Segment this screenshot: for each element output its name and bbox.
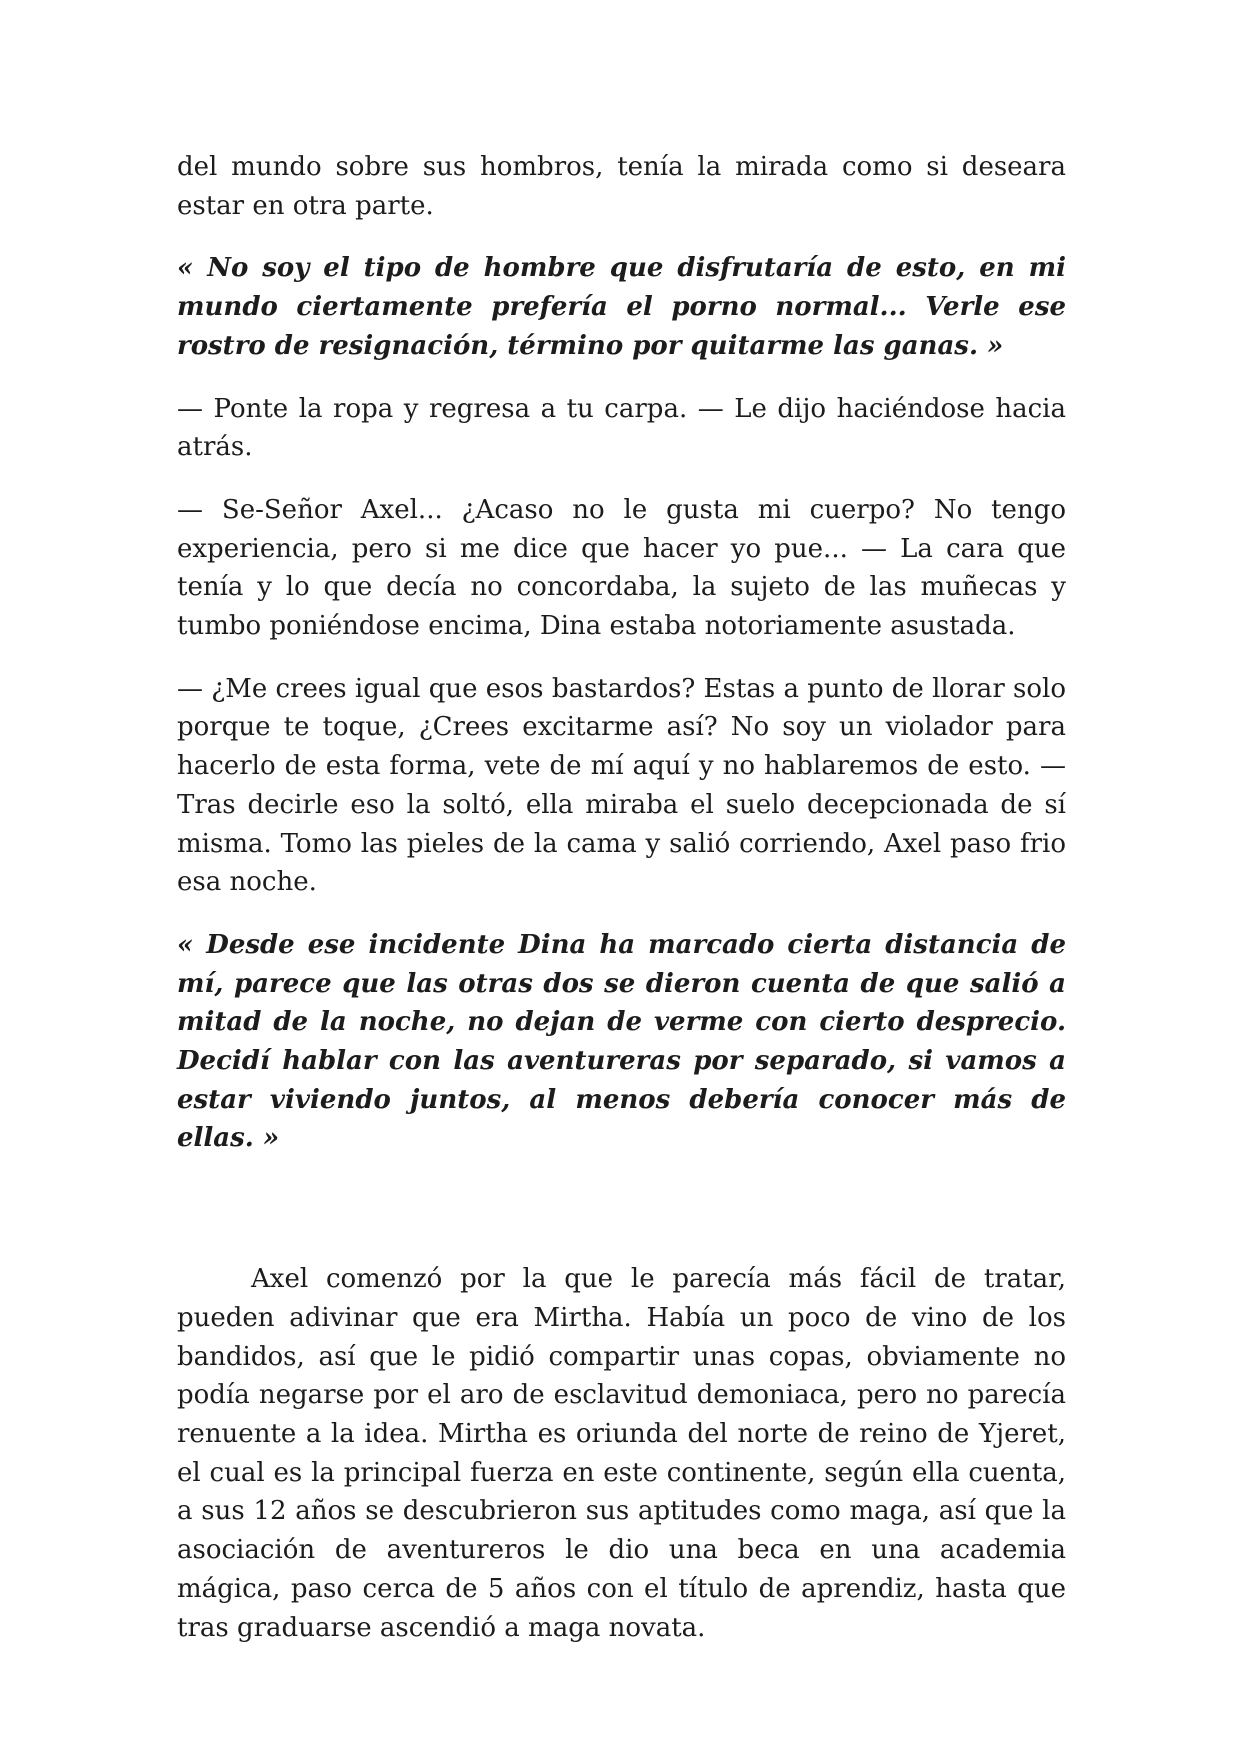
- paragraph-dialogue: — Ponte la ropa y regresa a tu carpa. — Le dijo haciéndose hacia atrás.: [177, 393, 1066, 463]
- paragraph-narration: del mundo sobre sus hombros, tenía la mirada como si deseara estar en otra parte.: [177, 152, 1066, 221]
- paragraph-dialogue: — Se-Señor Axel... ¿Acaso no le gusta mi cuerpo? No tengo experiencia, pero si me dice que hacer yo pue... — La cara que tenía y lo que decía no concordaba, la sujeto de las muñecas y tumbo poniéndose encima, Dina estaba notoriamente asustada.: [177, 494, 1066, 642]
- section-break: [177, 1182, 1066, 1260]
- paragraph-narration: Axel comenzó por la que le parecía más fácil de tratar, pueden adivinar que era Mirtha. Había un poco de vino de los bandidos, así que le pidió compartir unas copas, obviamente no podía negarse por el aro de esclavitud demoniaca, pero no parecía renuente a la idea. Mirtha es oriunda del norte de reino de Yjeret, el cual es la principal fuerza en este continente, según ella cuenta, a sus 12 años se descubrieron sus aptitudes como maga, así que la asociación de aventureros le dio una beca en una academia mágica, paso cerca de 5 años con el título de aprendiz, hasta que tras graduarse ascendió a maga novata.: [177, 1264, 1066, 1643]
- paragraph-dialogue: — ¿Me crees igual que esos bastardos? Estas a punto de llorar solo porque te toque, ¿Crees excitarme así? No soy un violador para hacerlo de esta forma, vete de mí aquí y no hablaremos de esto. — Tras decirle eso la soltó, ella miraba el suelo decepcionada de sí misma. Tomo las pieles de la cama y salió corriendo, Axel paso frio esa noche.: [177, 673, 1066, 898]
- paragraph-inner-thought: « Desde ese incidente Dina ha marcado cierta distancia de mí, parece que las otras dos se dieron cuenta de que salió a mitad de la noche, no dejan de verme con cierto desprecio. Decidí hablar con las aventureras por separado, si vamos a estar viviendo juntos, al menos debería conocer más de ellas. »: [177, 929, 1066, 1154]
- paragraph-inner-thought: « No soy el tipo de hombre que disfrutaría de esto, en mi mundo ciertamente prefería el porno normal... Verle ese rostro de resignación, término por quitarme las ganas. »: [177, 253, 1066, 361]
- document-page: [177, 148, 1066, 1671]
